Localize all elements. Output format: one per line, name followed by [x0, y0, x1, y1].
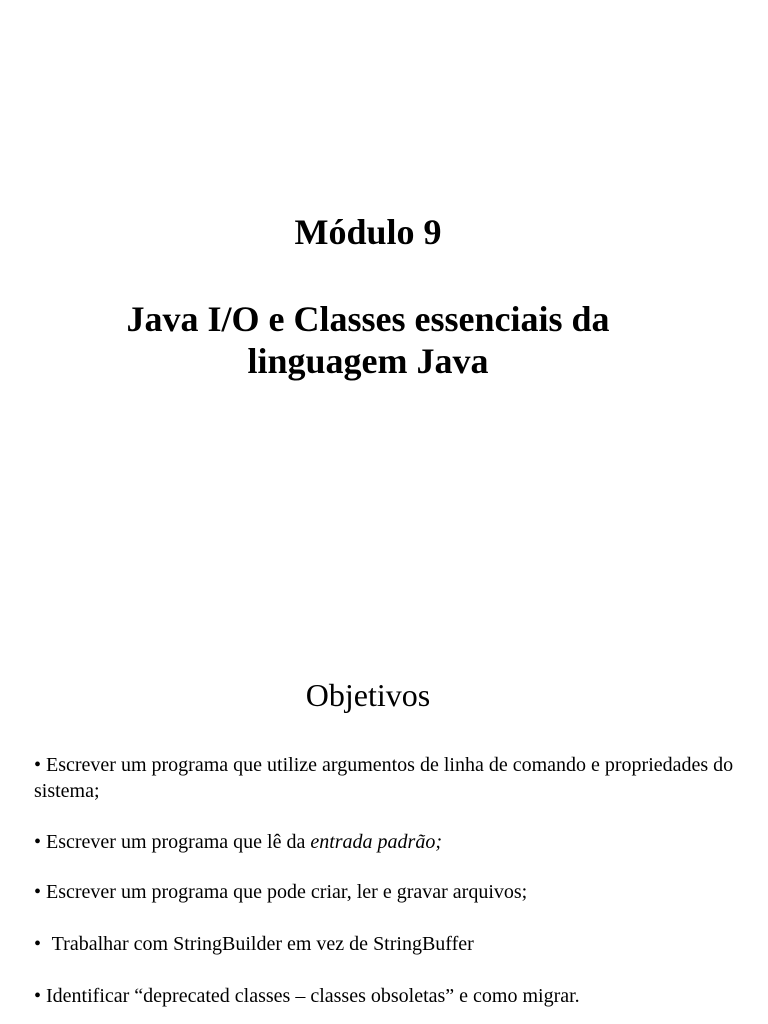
objective-text: Escrever um programa que utilize argumentos de linha de comando e propriedades do sistema; — [34, 754, 734, 802]
course-title-line-2: linguagem Java — [247, 341, 489, 381]
course-title-line-1: Java I/O e Classes essenciais da — [126, 299, 610, 339]
objective-item-stringbuilder — [34, 931, 734, 957]
objective-emphasis: entrada padrão; — [310, 831, 443, 853]
bullet-icon: • — [34, 831, 42, 853]
objective-text: Trabalhar com StringBuilder em vez de StringBuffer — [51, 933, 474, 955]
objective-text: Escrever um programa que pode criar, ler e gravar arquivos; — [46, 881, 528, 903]
bullet-icon: • — [34, 985, 42, 1007]
bullet-icon: • — [34, 933, 42, 955]
bullet-icon: • — [34, 754, 42, 776]
objectives-heading: Objetivos — [305, 677, 431, 713]
module-title: Módulo 9 — [294, 212, 442, 252]
bullet-icon: • — [34, 881, 42, 903]
objective-item-deprecated-classes — [34, 983, 734, 1009]
objective-text: Escrever um programa que lê da — [46, 831, 311, 853]
objective-item-standard-input — [34, 829, 734, 855]
objective-item-files — [34, 879, 734, 905]
course-title — [0, 298, 736, 382]
objective-text: Identificar “deprecated classes – classes obsoletas” e como migrar. — [46, 985, 580, 1007]
objective-item-command-line — [34, 752, 734, 804]
